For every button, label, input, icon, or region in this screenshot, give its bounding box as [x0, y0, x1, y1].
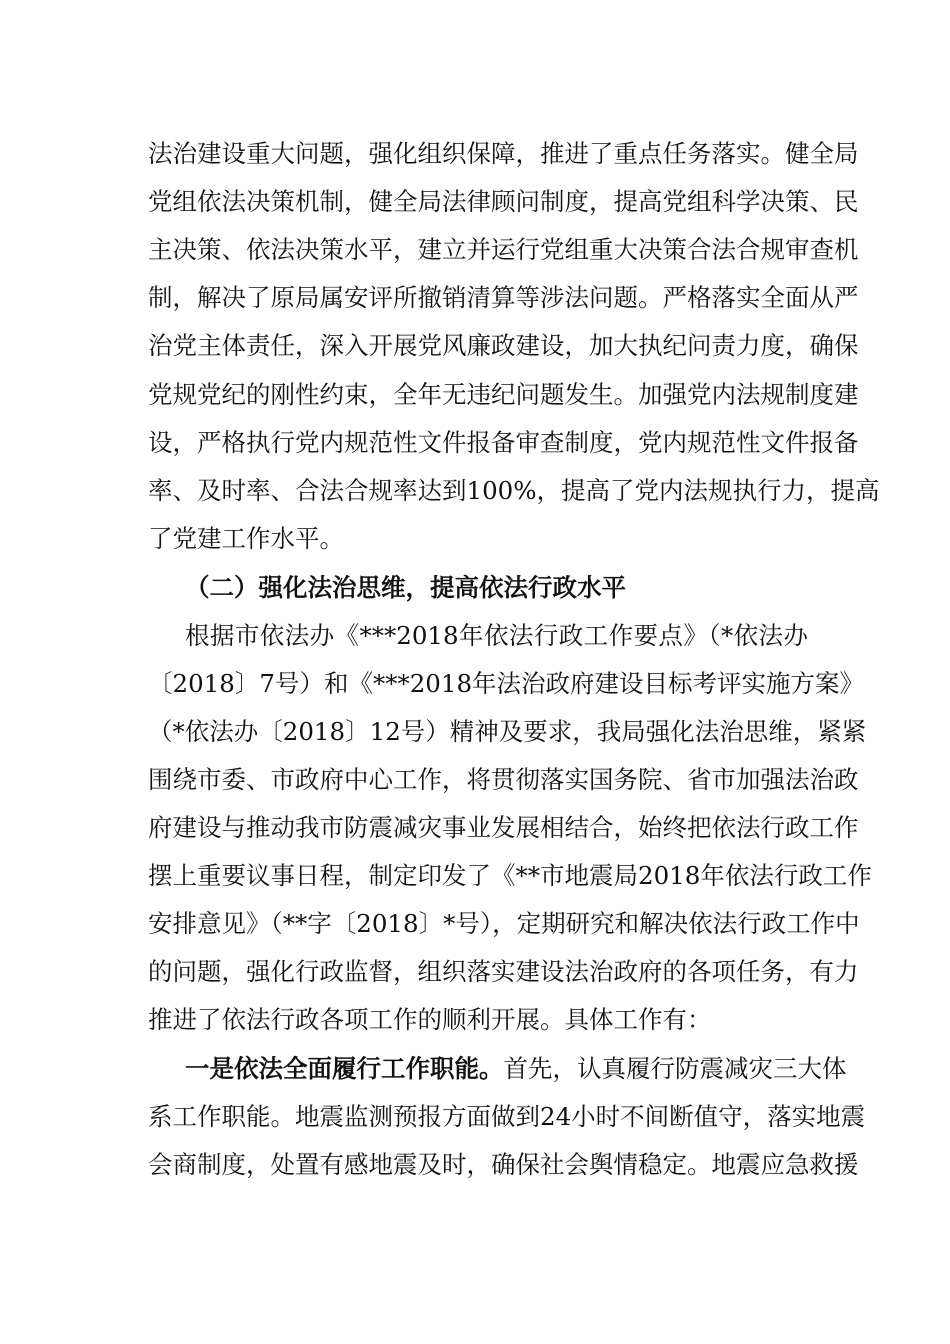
paragraph-line: 〔2018〕7号）和《***2018年法治政府建设目标考评实施方案》: [148, 669, 865, 698]
paragraph-line: 党组依法决策机制，健全局法律顾问制度，提高党组科学决策、民: [148, 187, 859, 216]
item-lead-text: 首先，认真履行防震减灾三大体: [503, 1054, 847, 1083]
paragraph-line: 推进了依法行政各项工作的顺利开展。具体工作有：: [148, 1005, 712, 1034]
paragraph-line: 设，严格执行党内规范性文件报备审查制度，党内规范性文件报备: [148, 428, 859, 457]
item-lead-bold: 一是依法全面履行工作职能。: [185, 1054, 504, 1083]
paragraph-line: 法治建设重大问题，强化组织保障，推进了重点任务落实。健全局: [148, 139, 859, 168]
paragraph-line: 的问题，强化行政监督，组织落实建设法治政府的各项任务，有力: [148, 957, 859, 986]
paragraph-line-mixed: [185, 1054, 847, 1084]
paragraph-line: 根据市依法办《***2018年依法行政工作要点》（*依法办: [185, 621, 808, 650]
section-heading: （二）强化法治思维，提高依法行政水平: [185, 573, 626, 602]
paragraph-line: 安排意见》（**字〔2018〕*号），定期研究和解决依法行政工作中: [148, 909, 860, 938]
paragraph-line: 府建设与推动我市防震减灾事业发展相结合，始终把依法行政工作: [148, 813, 859, 842]
paragraph-line: 主决策、依法决策水平，建立并运行党组重大决策合法合规审查机: [148, 235, 859, 264]
paragraph-line: 系工作职能。地震监测预报方面做到24小时不间断值守，落实地震: [148, 1102, 866, 1131]
paragraph-line: 治党主体责任，深入开展党风廉政建设，加大执纪问责力度，确保: [148, 331, 859, 360]
paragraph-line: 了党建工作水平。: [148, 524, 344, 553]
paragraph-line: 摆上重要议事日程，制定印发了《**市地震局2018年依法行政工作: [148, 861, 872, 890]
paragraph-line: 围绕市委、市政府中心工作，将贯彻落实国务院、省市加强法治政: [148, 765, 859, 794]
paragraph-line: （*依法办〔2018〕12号）精神及要求，我局强化法治思维，紧紧: [148, 717, 867, 746]
paragraph-line: 率、及时率、合法合规率达到100%，提高了党内法规执行力，提高: [148, 476, 880, 505]
paragraph-line: 党规党纪的刚性约束，全年无违纪问题发生。加强党内法规制度建: [148, 380, 859, 409]
paragraph-line: 会商制度，处置有感地震及时，确保社会舆情稳定。地震应急救援: [148, 1150, 859, 1179]
paragraph-line: 制，解决了原局属安评所撤销清算等涉法问题。严格落实全面从严: [148, 283, 859, 312]
